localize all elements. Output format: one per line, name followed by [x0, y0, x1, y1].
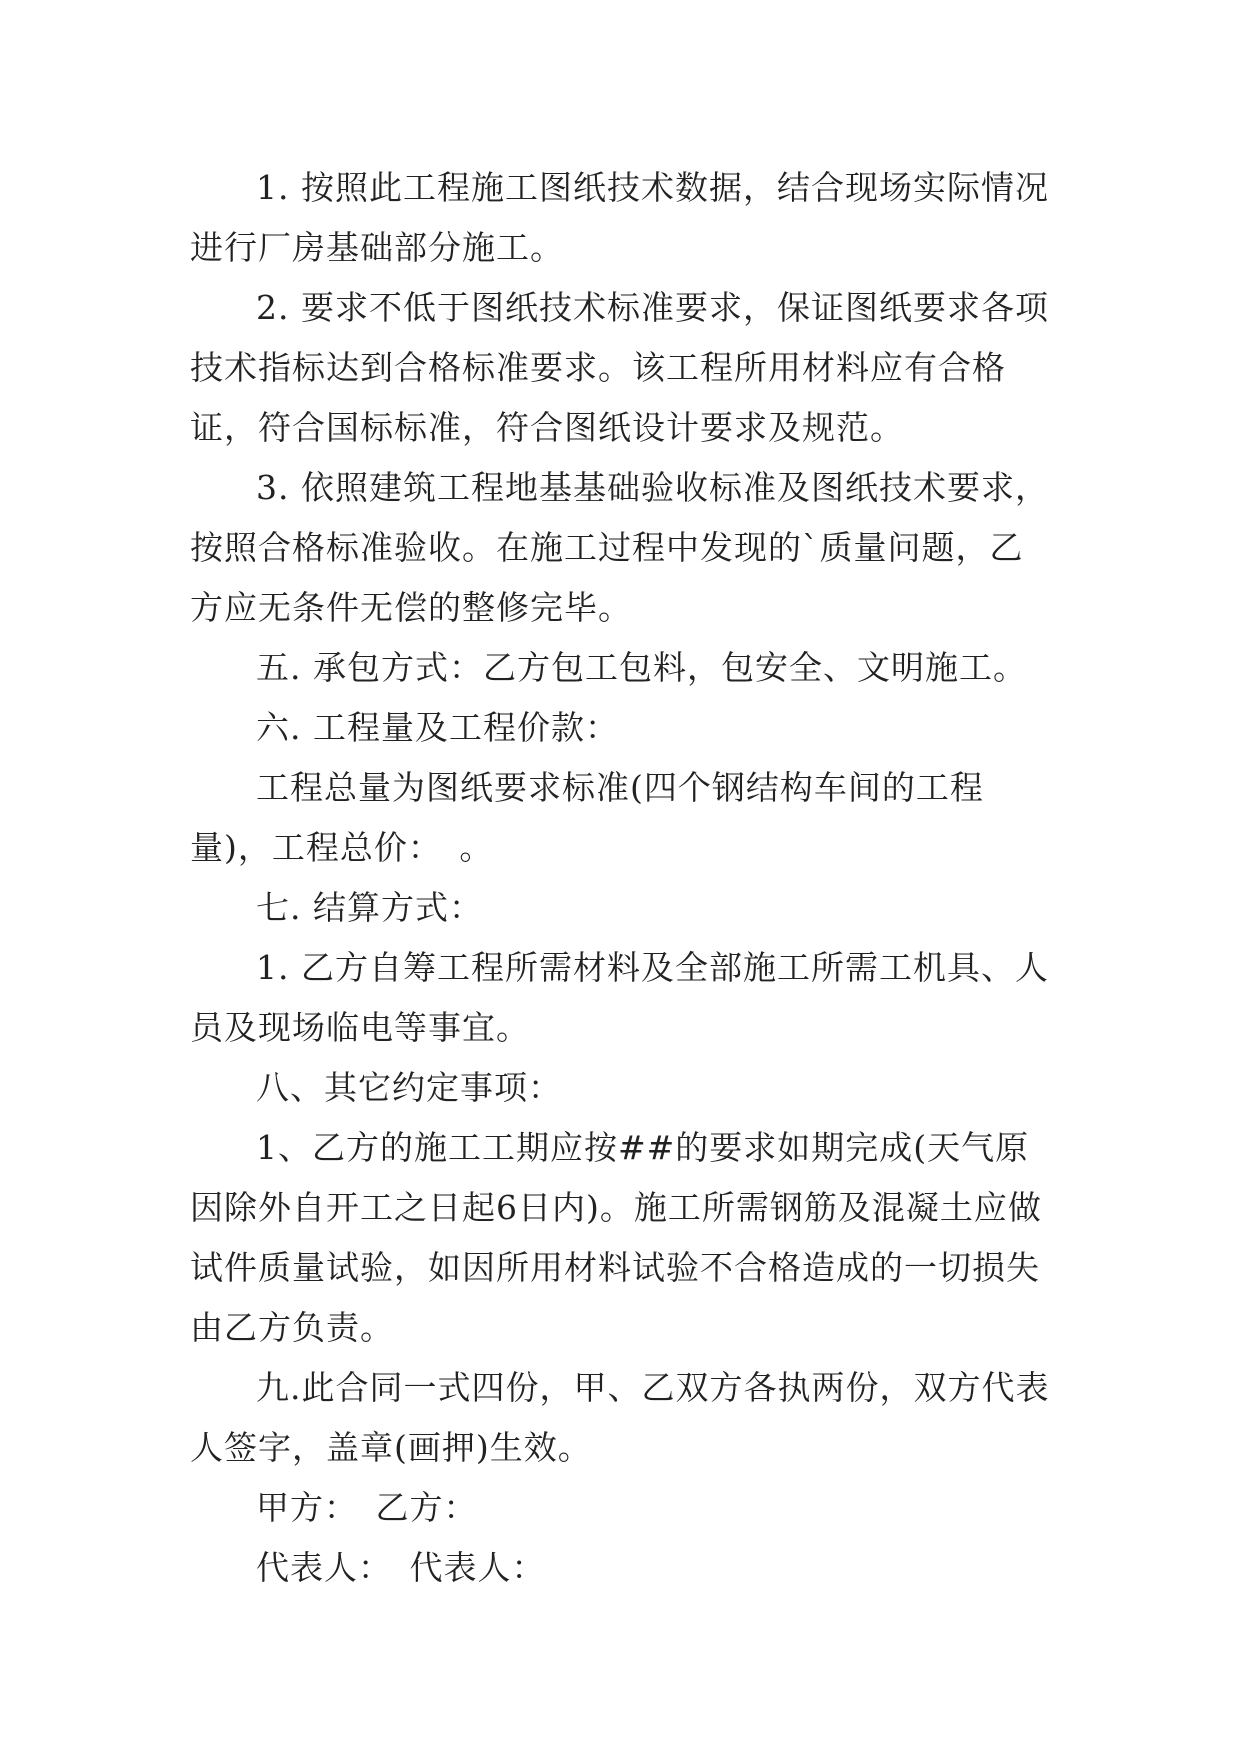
- section-7-heading: 七. 结算方式：: [256, 888, 483, 927]
- section-7-clause-1: 1. 乙方自筹工程所需材料及全部施工所需工机具、人员及现场临电等事宜。: [190, 948, 1049, 1047]
- contract-body: [190, 158, 1052, 1598]
- section-6-heading: 六. 工程量及工程价款：: [256, 708, 619, 747]
- representative-signature-line: 代表人： 代表人：: [256, 1548, 546, 1587]
- section-5-contract-method: 五. 承包方式：乙方包工包料，包安全、文明施工。: [256, 648, 1027, 687]
- clause-3-acceptance: 3. 依照建筑工程地基基础验收标准及图纸技术要求，按照合格标准验收。在施工过程中发现的`质量问题，乙方应无条件无偿的整修完毕。: [190, 468, 1049, 627]
- section-8-clause-1: 1、乙方的施工工期应按##的要求如期完成(天气原因除外自开工之日起6日内)。施工所需钢筋及混凝土应做试件质量试验，如因所用材料试验不合格造成的一切损失由乙方负责。: [190, 1128, 1042, 1347]
- section-6-quantity-price: 工程总量为图纸要求标准(四个钢结构车间的工程量)，工程总价： 。: [190, 768, 984, 867]
- clause-2-quality-requirements: 2. 要求不低于图纸技术标准要求，保证图纸要求各项技术指标达到合格标准要求。该工程所用材料应有合格证，符合国标标准，符合图纸设计要求及规范。: [190, 288, 1049, 447]
- section-8-heading: 八、其它约定事项：: [256, 1068, 562, 1107]
- clause-1-construction-basis: 1. 按照此工程施工图纸技术数据，结合现场实际情况进行厂房基础部分施工。: [190, 168, 1049, 267]
- party-signature-line: 甲方： 乙方：: [256, 1488, 478, 1527]
- section-9-copies: 九.此合同一式四份，甲、乙双方各执两份，双方代表人签字，盖章(画押)生效。: [190, 1368, 1050, 1467]
